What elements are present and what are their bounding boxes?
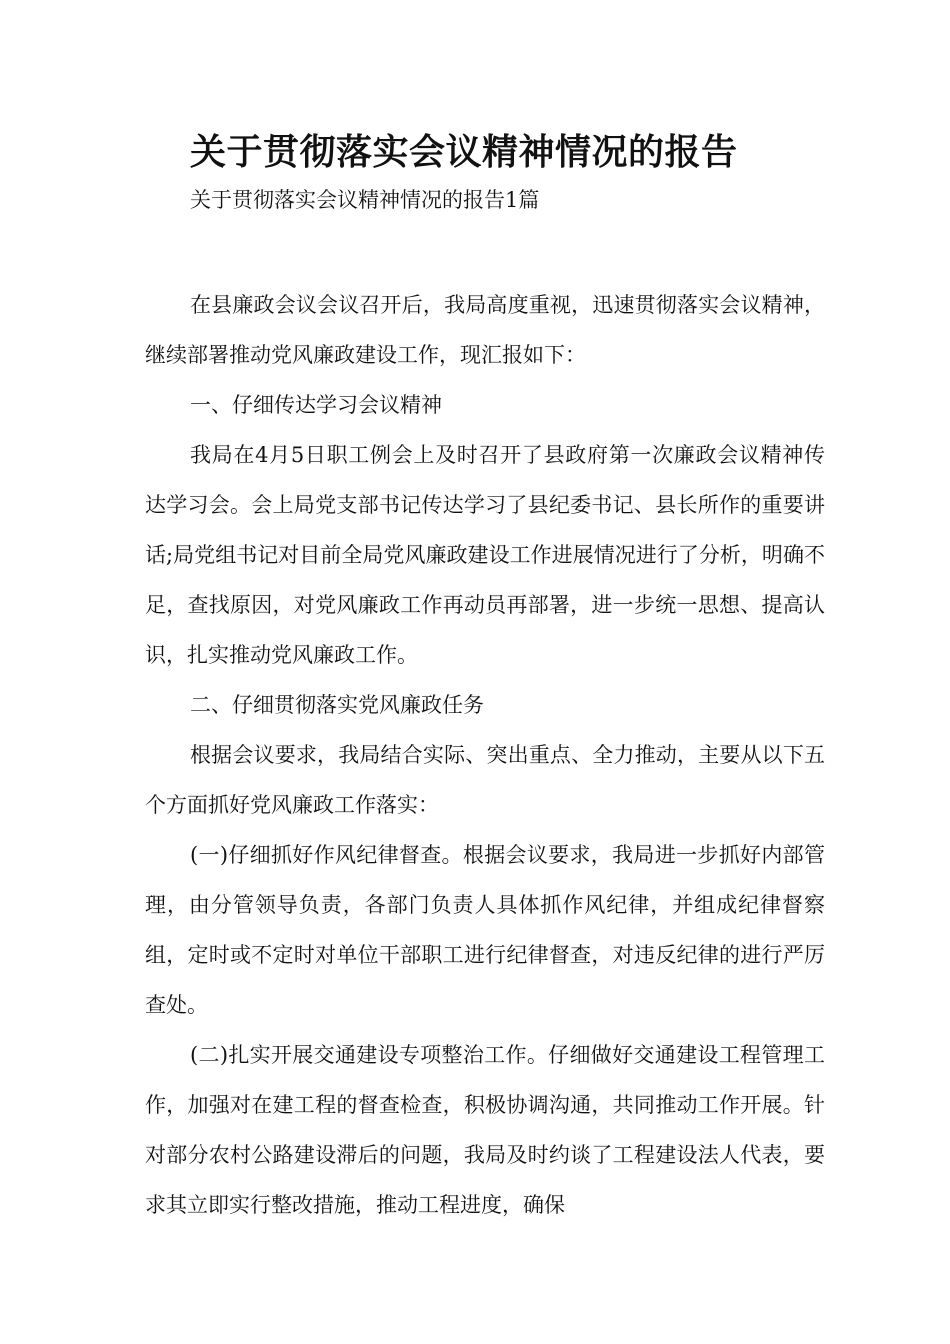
paragraph-item-2: (二)扎实开展交通建设专项整治工作。仔细做好交通建设工程管理工作，加强对在建工程的督查检查，积极协调沟通，共同推动工作开展。针对部分农村公路建设滞后的问题，我局及时约谈了工程建设法人代表，要求其立即实行整改措施，推动工程进度，确保 bbox=[145, 1043, 825, 1217]
paragraph-item-1: (一)仔细抓好作风纪律督查。根据会议要求，我局进一步抓好内部管理，由分管领导负责，各部门负责人具体抓作风纪律，并组成纪律督察组，定时或不定时对单位干部职工进行纪律督查，对违反纪律的进行严厉查处。 bbox=[145, 843, 825, 1017]
section-heading-1: 一、仔细传达学习会议精神 bbox=[190, 393, 442, 417]
document-title: 关于贯彻落实会议精神情况的报告 bbox=[190, 132, 738, 173]
paragraph-intro: 在县廉政会议会议召开后，我局高度重视，迅速贯彻落实会议精神，继续部署推动党风廉政建设工作，现汇报如下： bbox=[145, 293, 825, 367]
document-body bbox=[145, 280, 825, 1230]
paragraph-section-1: 我局在4月5日职工例会上及时召开了县政府第一次廉政会议精神传达学习会。会上局党支部书记传达学习了县纪委书记、县长所作的重要讲话;局党组书记对目前全局党风廉政建设工作进展情况进行了分析，明确不足，查找原因，对党风廉政工作再动员再部署，进一步统一思想、提高认识，扎实推动党风廉政工作。 bbox=[145, 443, 825, 667]
document-subtitle: 关于贯彻落实会议精神情况的报告1篇 bbox=[190, 188, 540, 212]
paragraph-section-2: 根据会议要求，我局结合实际、突出重点、全力推动，主要从以下五个方面抓好党风廉政工作落实： bbox=[145, 743, 825, 817]
section-heading-2: 二、仔细贯彻落实党风廉政任务 bbox=[190, 693, 484, 717]
